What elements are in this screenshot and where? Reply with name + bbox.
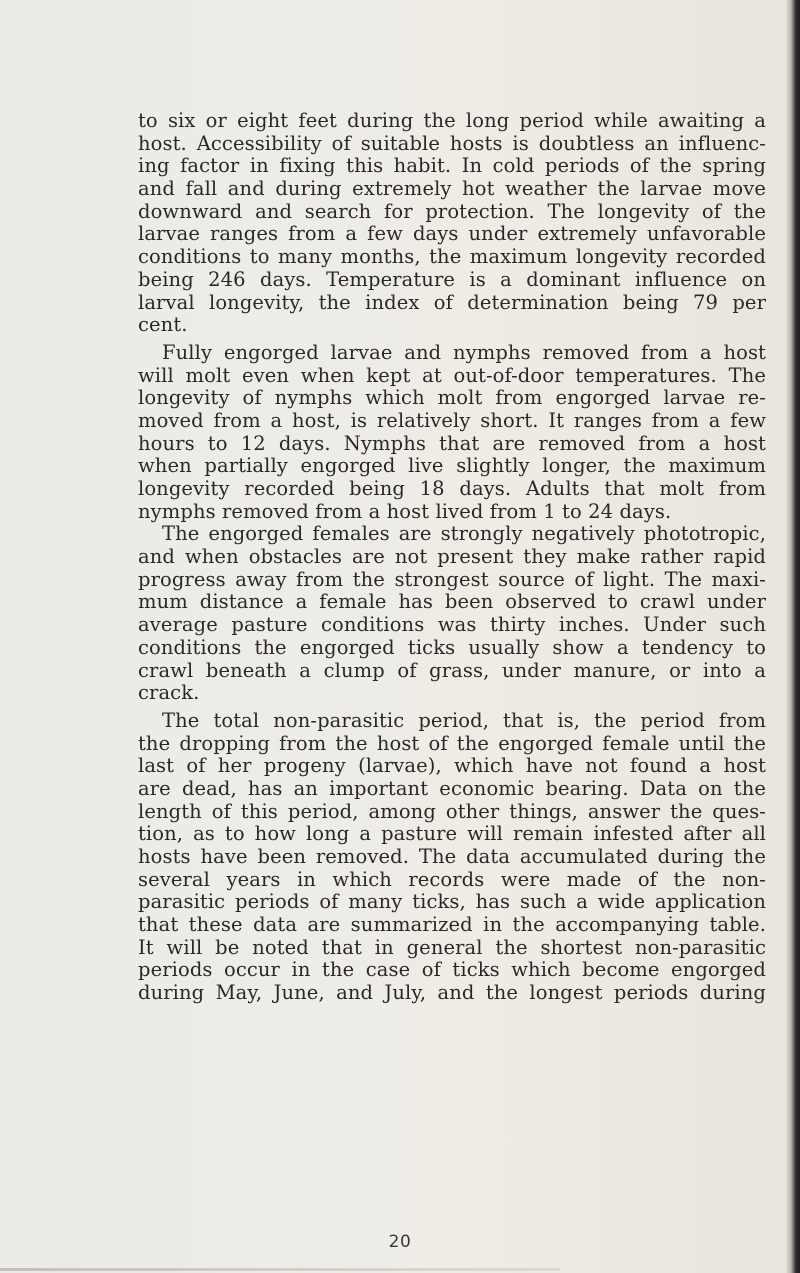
text-line: mum distance a female has been observed to crawl under — [138, 590, 766, 614]
text-line: conditions the engorged ticks usually show a tendency to — [138, 635, 766, 659]
text-line: to six or eight feet during the long period while awaiting a — [138, 109, 766, 132]
text-line: the dropping from the host of the engorged female until the — [138, 731, 766, 755]
text-line: The total non-parasitic period, that is, the period from — [162, 708, 766, 732]
text-line: will molt even when kept at out-of-door temperatures. The — [138, 363, 766, 387]
text-line: cent. — [138, 313, 188, 337]
paragraph-3 — [138, 523, 766, 705]
text-line: It will be noted that in general the shortest non-parasitic — [138, 935, 766, 959]
text-line: during May, June, and July, and the longest periods during — [138, 981, 766, 1005]
body-text — [138, 110, 766, 1005]
text-line: larvae ranges from a few days under extremely unfavorable — [138, 222, 766, 246]
text-line: are dead, has an important economic bearing. Data on the — [138, 776, 766, 800]
text-line: when partially engorged live slightly longer, the maximum — [138, 454, 766, 478]
text-line: parasitic periods of many ticks, has such a wide application — [138, 890, 766, 914]
text-line: being 246 days. Temperature is a dominant influence on — [138, 267, 766, 291]
book-spine-edge — [786, 0, 800, 1273]
text-line: length of this period, among other things, answer the ques- — [138, 799, 766, 823]
text-line: The engorged females are strongly negatively phototropic, — [162, 522, 766, 546]
text-line: longevity recorded being 18 days. Adults that molt from — [138, 477, 766, 500]
text-line: progress away from the strongest source of light. The maxi- — [138, 567, 766, 591]
text-line: Fully engorged larvae and nymphs removed from a host — [162, 340, 766, 364]
text-line: and when obstacles are not present they make rather rapid — [138, 545, 766, 569]
text-line: conditions to many months, the maximum longevity recorded — [138, 245, 766, 269]
text-line: several years in which records were made of the non- — [138, 867, 766, 891]
text-line: larval longevity, the index of determination being 79 per — [138, 290, 766, 314]
paragraph-1 — [138, 110, 766, 337]
text-line: last of her progeny (larvae), which have not found a host — [138, 754, 766, 778]
text-line: average pasture conditions was thirty inches. Under such — [138, 613, 766, 637]
page-number: 20 — [388, 1232, 412, 1252]
text-line: crawl beneath a clump of grass, under manure, or into a — [138, 658, 766, 682]
text-line: host. Accessibility of suitable hosts is doubtless an influenc- — [138, 131, 766, 155]
paragraph-2 — [138, 342, 766, 524]
text-line: that these data are summarized in the accompanying table. — [138, 913, 766, 937]
paragraph-4 — [138, 710, 766, 1005]
text-line: crack. — [138, 681, 200, 705]
text-line: hours to 12 days. Nymphs that are removed from a host — [138, 431, 766, 455]
page-bottom-edge — [0, 1268, 560, 1271]
text-line: moved from a host, is relatively short. It ranges from a few — [138, 408, 766, 432]
text-line: and fall and during extremely hot weather the larvae move — [138, 177, 766, 201]
text-line: periods occur in the case of ticks which become engorged — [138, 958, 766, 982]
text-line: longevity of nymphs which molt from engorged larvae re- — [138, 386, 766, 410]
text-line: downward and search for protection. The longevity of the — [138, 199, 766, 223]
text-line: tion, as to how long a pasture will remain infested after all — [138, 822, 766, 846]
text-line: ing factor in fixing this habit. In cold periods of the spring — [138, 154, 766, 178]
text-line: nymphs removed from a host lived from 1 to 24 days. — [138, 499, 672, 523]
text-line: hosts have been removed. The data accumulated during the — [138, 845, 766, 868]
